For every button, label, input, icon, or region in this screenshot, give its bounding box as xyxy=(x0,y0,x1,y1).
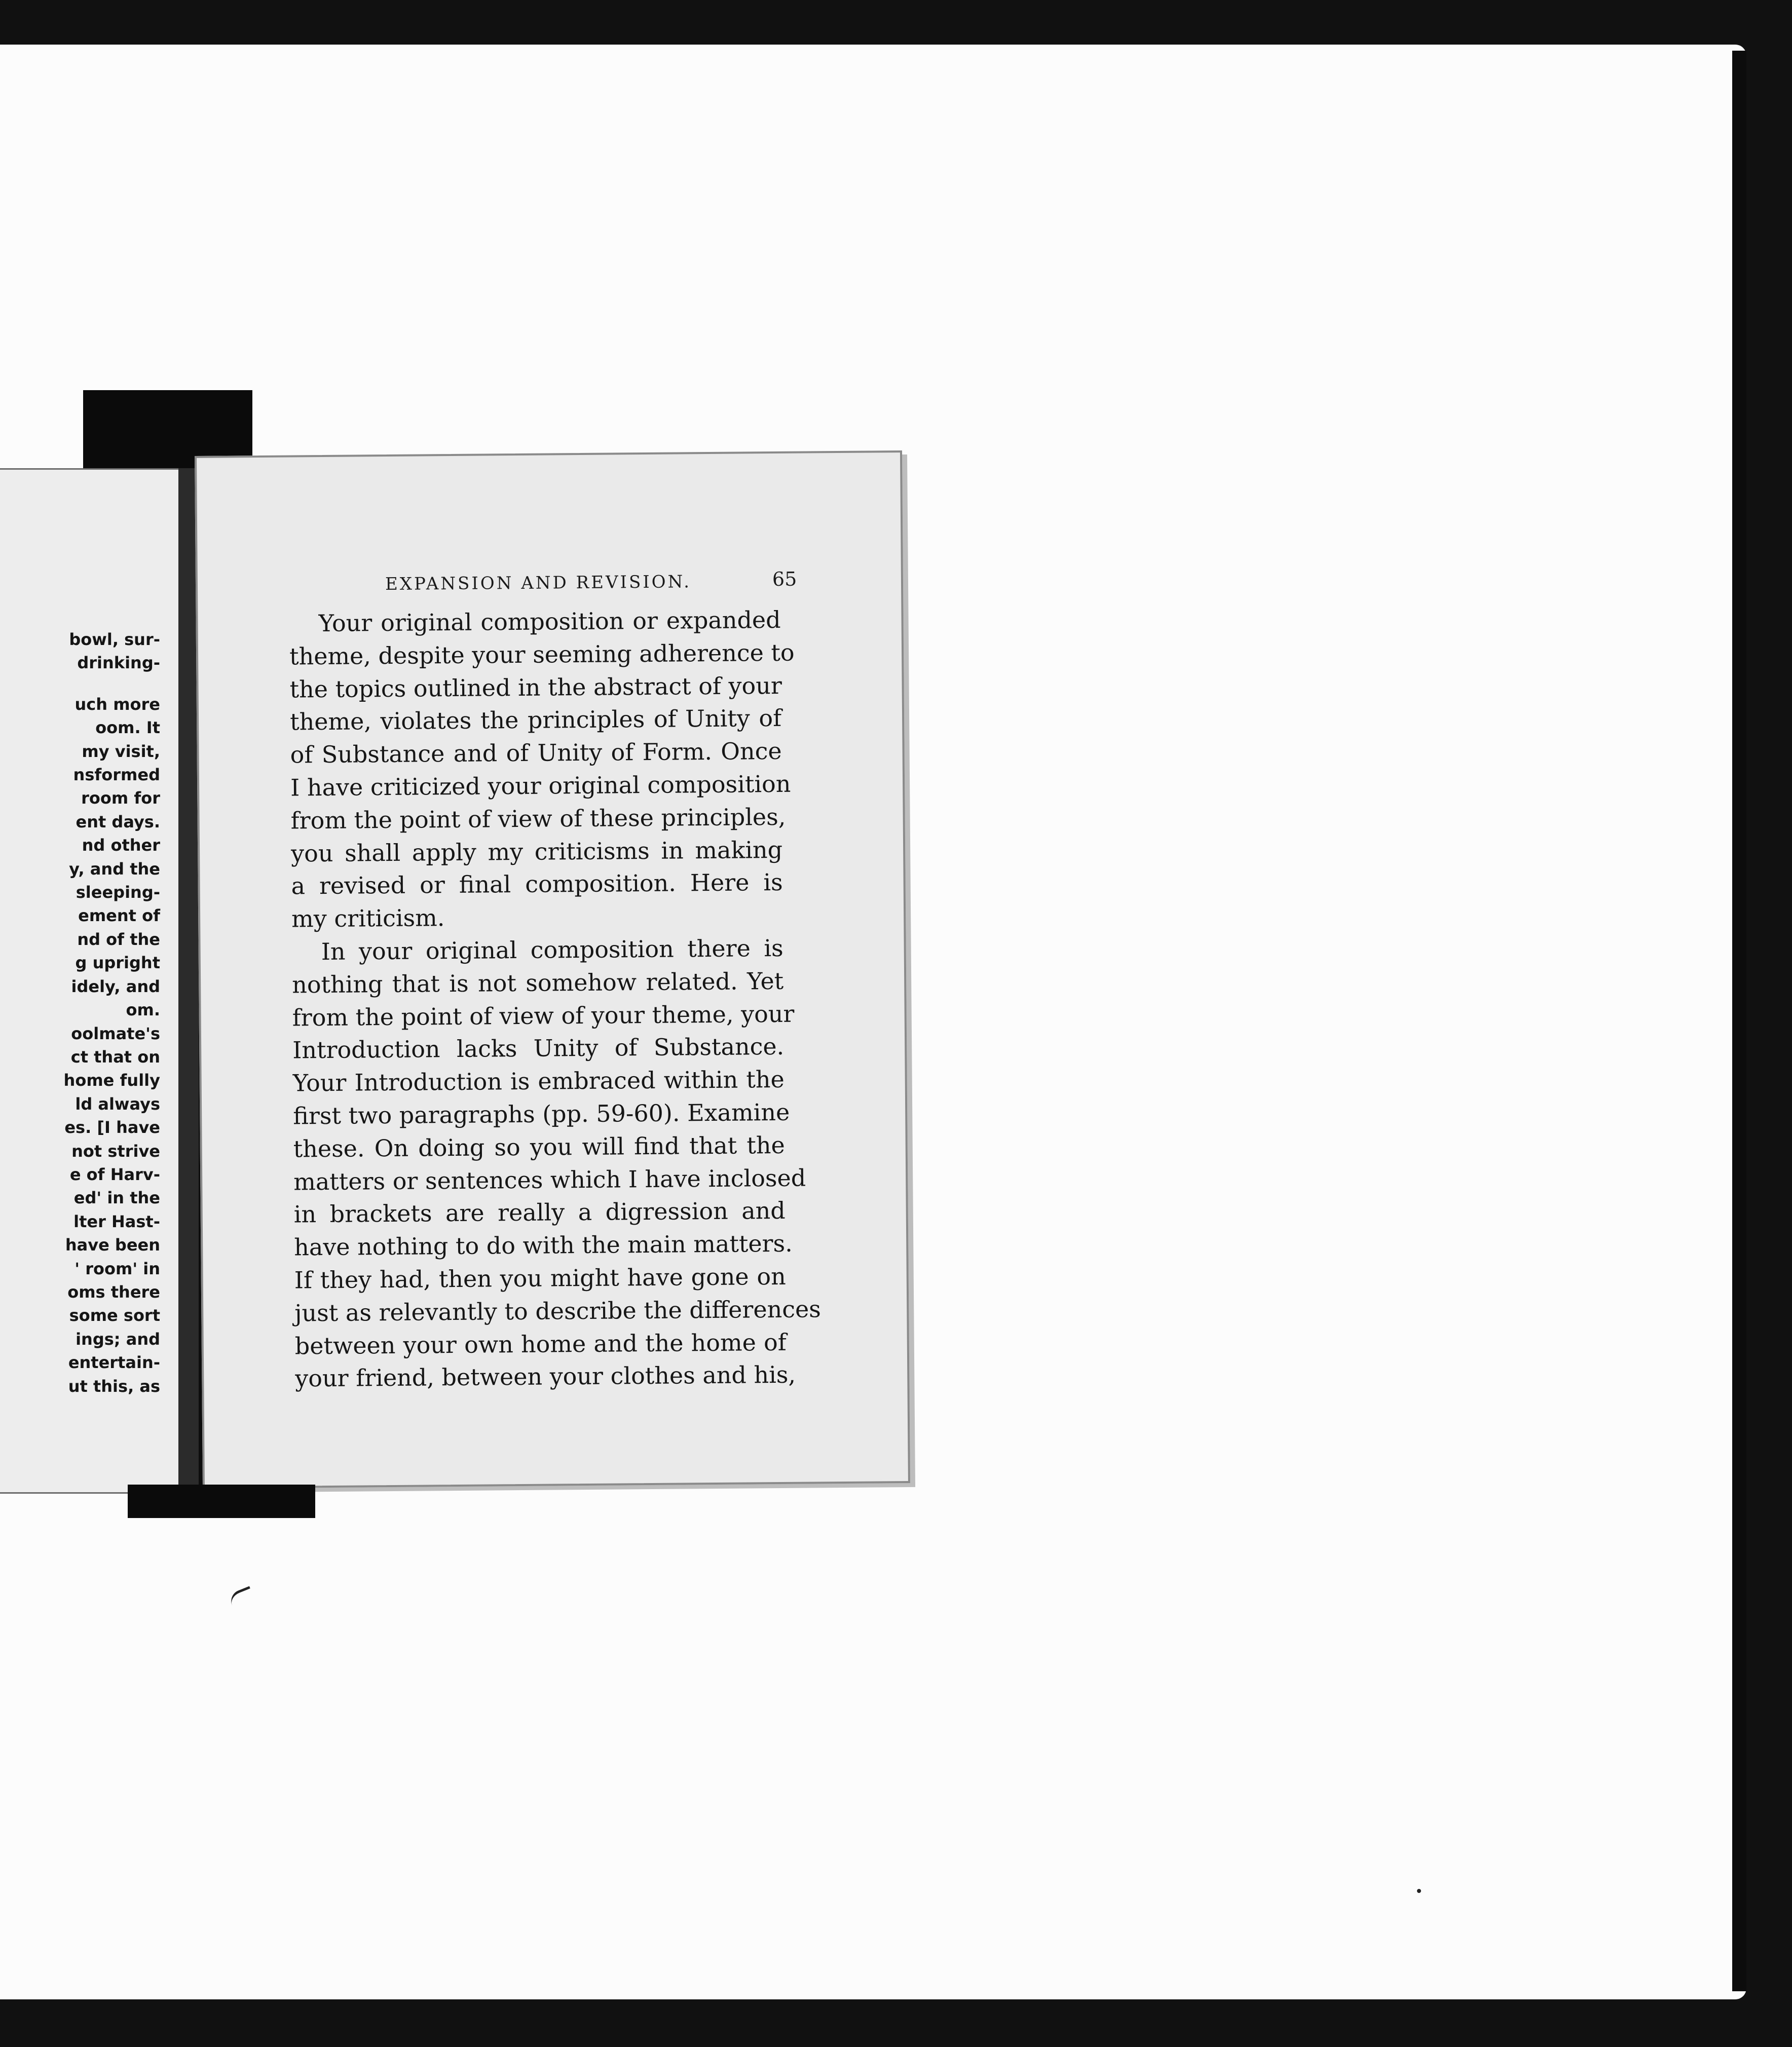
left-line: oolmate's xyxy=(71,1024,160,1043)
left-line: ld always xyxy=(75,1094,160,1114)
text-line: you shall apply my criticisms in making xyxy=(290,836,783,867)
right-page xyxy=(195,450,910,1489)
left-line: entertain- xyxy=(68,1353,160,1373)
left-line: ed' in the xyxy=(73,1188,160,1208)
page-number: 65 xyxy=(772,567,797,591)
text-line: If they had, then you might have gone on xyxy=(294,1262,786,1294)
text-line: I have criticized your original composition xyxy=(290,770,791,802)
paragraph-gap xyxy=(0,675,160,693)
speck xyxy=(1417,1889,1421,1893)
left-line: g upright xyxy=(75,953,160,973)
mounting-tape-bottom xyxy=(128,1485,315,1518)
text-line: have nothing to do with the main matters. xyxy=(294,1229,793,1261)
text-line: In your original composition there is xyxy=(321,934,783,966)
left-line: y, and the xyxy=(69,859,160,879)
text-line: Your original composition or expanded xyxy=(318,605,781,637)
left-page-text xyxy=(0,628,160,1398)
text-line: matters or sentences which I have inclosed xyxy=(293,1164,806,1196)
left-line: nd other xyxy=(82,836,160,855)
text-line: of Substance and of Unity of Form. Once xyxy=(290,737,782,769)
left-line: some sort xyxy=(69,1306,160,1325)
left-line: nd of the xyxy=(77,929,160,949)
page-body-text xyxy=(289,603,822,1395)
text-line: Your Introduction is embraced within the xyxy=(292,1066,785,1097)
left-line: uch more xyxy=(74,694,160,714)
text-line: theme, violates the principles of Unity of xyxy=(289,704,782,736)
left-line: ings; and xyxy=(76,1329,160,1349)
text-line: nothing that is not somehow related. Yet xyxy=(291,967,784,999)
left-line: oms there xyxy=(67,1282,160,1302)
left-line: om. xyxy=(126,1000,160,1020)
left-line: room for xyxy=(81,788,160,808)
text-line: from the point of view of your theme, your xyxy=(292,1000,795,1032)
text-line: from the point of view of these principles, xyxy=(290,803,786,835)
text-line: these. On doing so you will find that the xyxy=(293,1131,785,1163)
left-line: lter Hast- xyxy=(73,1211,160,1231)
text-line: first two paragraphs (pp. 59-60). Examine xyxy=(293,1098,790,1130)
left-line: es. [I have xyxy=(64,1118,160,1138)
running-head: EXPANSION AND REVISION. xyxy=(385,572,692,595)
text-line: just as relevantly to describe the differences xyxy=(294,1295,822,1327)
left-line: my visit, xyxy=(82,741,160,761)
text-line: your friend, between your clothes and his, xyxy=(295,1361,796,1392)
left-line: nsformed xyxy=(73,765,160,785)
text-line: a revised or final composition. Here is xyxy=(291,868,783,900)
left-line: ut this, as xyxy=(68,1376,160,1396)
left-line: not strive xyxy=(71,1141,160,1161)
left-line: ent days. xyxy=(76,812,160,831)
left-line: sleeping- xyxy=(76,883,160,902)
text-line: my criticism. xyxy=(291,904,445,933)
left-line: idely, and xyxy=(71,976,160,996)
text-line: theme, despite your seeming adherence to xyxy=(289,638,795,670)
left-line: ' room' in xyxy=(74,1259,160,1278)
left-line: ement of xyxy=(78,906,160,926)
left-page-fragment xyxy=(0,468,178,1494)
text-line: in brackets are really a digression and xyxy=(293,1197,786,1228)
left-line: e of Harv- xyxy=(69,1164,160,1184)
left-line: home fully xyxy=(63,1071,160,1090)
left-line: ct that on xyxy=(70,1047,160,1067)
text-line: the topics outlined in the abstract of your xyxy=(289,671,782,703)
sheet-right-edge xyxy=(1732,51,1746,1991)
text-line: between your own home and the home of xyxy=(294,1328,787,1360)
left-line: drinking- xyxy=(77,653,160,673)
left-line: oom. It xyxy=(95,718,160,738)
text-line: Introduction lacks Unity of Substance. xyxy=(292,1033,785,1064)
left-line: have been xyxy=(65,1235,160,1255)
left-line: bowl, sur- xyxy=(69,630,160,649)
